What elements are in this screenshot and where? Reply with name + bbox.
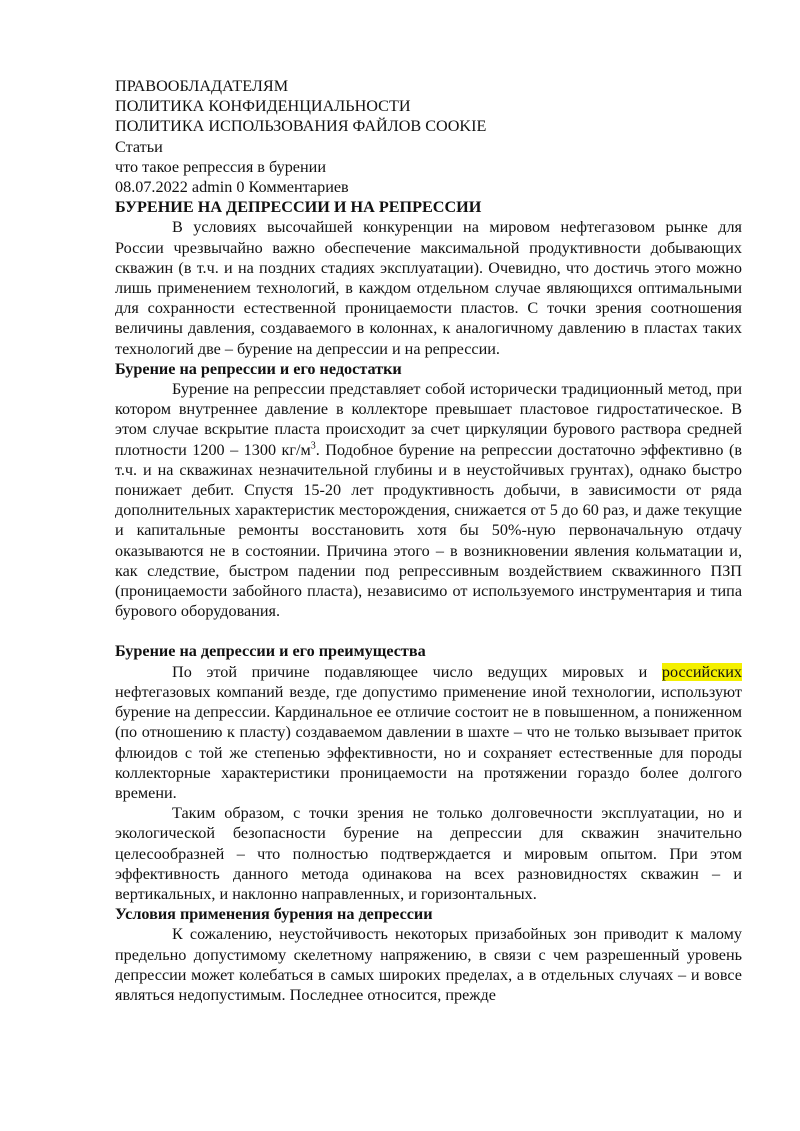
depression-paragraph-1 — [115, 662, 742, 803]
section-heading-depression: Бурение на депрессии и его преимущества — [115, 642, 426, 661]
nav-link-copyright-holders[interactable]: ПРАВООБЛАДАТЕЛЯМ — [115, 77, 289, 95]
depression-text-a: По этой причине подавляющее число ведущих мировых и — [172, 662, 662, 681]
repression-text-b: . Подобное бурение на репрессии достаточно эффективно (в т.ч. и на скважинах незначительной глубины и в неустойчивых грунтах), однако быстро понижает дебит. Спустя 15-20 лет продуктивность добычи, в зависимости от ряда дополнительных характеристик месторождения, снижается от 5 до 60 раз, и даже текущие и капитальные ремонты восстановить хотя бы 50%-ную первоначальную отдачу оказываются не в состоянии. Причина этого – в возникновении явления кольматации и, как следствие, быстром падении под репрессивным воздействием скважинного ПЗП (проницаемости забойного пласта), независимо от используемого инструментария и типа бурового оборудования. — [115, 440, 742, 621]
document-page — [115, 76, 742, 1005]
depression-text-b: нефтегазовых компаний везде, где допустимо применение иной технологии, используют бурение на депрессии. Кардинальное ее отличие состоит не в повышенном, а пониженном (по отношению к пласту) создаваемом давлении в шахте – что не только вызывает приток флюидов с той же степенью эффективности, но и сохраняет естественные для породы коллекторные характеристики проницаемости на протяжении гораздо более долгого времени. — [115, 682, 742, 802]
page-title: БУРЕНИЕ НА ДЕПРЕССИИ И НА РЕПРЕССИИ — [115, 198, 482, 217]
nav-link-cookie-policy[interactable]: ПОЛИТИКА ИСПОЛЬЗОВАНИЯ ФАЙЛОВ COOKIE — [115, 117, 487, 136]
post-query-title: что такое репрессия в бурении — [115, 157, 326, 176]
nav-link-privacy-policy[interactable]: ПОЛИТИКА КОНФИДЕНЦИАЛЬНОСТИ — [115, 97, 411, 116]
intro-paragraph: В условиях высочайшей конкуренции на мировом нефтегазовом рынке для России чрезвычайно важно обеспечение максимальной продуктивности добывающих скважин (в т.ч. и на поздних стадиях эксплуатации). Очевидно, что достичь этого можно лишь применением технологий, в каждом отдельном случае являющихся оптимальными для сохранности естественной проницаемости пластов. С точки зрения соотношения величины давления, создаваемого в колоннах, к аналогичному давлению в пластах таких технологий две – бурение на депрессии и на репрессии. — [115, 218, 742, 358]
post-meta: 08.07.2022 admin 0 Комментариев — [115, 178, 349, 197]
unit-superscript: 3 — [310, 440, 316, 452]
spacer — [115, 621, 742, 641]
section-heading-repression: Бурение на репрессии и его недостатки — [115, 359, 402, 378]
breadcrumb-articles[interactable]: Статьи — [115, 137, 163, 156]
section-heading-conditions: Условия применения бурения на депрессии — [115, 905, 433, 924]
repression-text-a: Бурение на репрессии представляет собой исторически традиционный метод, при котором внутреннее давление в коллекторе превышает пластовое гидростатическое. В этом случае вскрытие пласта происходит за счет циркуляции бурового раствора средней плотности 1200 – 1300 кг/м — [115, 380, 742, 459]
repression-paragraph — [115, 379, 742, 621]
highlighted-word: российских — [661, 662, 742, 681]
conditions-paragraph: К сожалению, неустойчивость некоторых призабойных зон приводит к малому предельно допустимому скелетному напряжению, в связи с чем разрешенный уровень депрессии может колебаться в самых широких пределах, а в отдельных случаях – и вовсе являться недопустимым. Последнее относится, прежде — [115, 925, 742, 1004]
depression-paragraph-2: Таким образом, с точки зрения не только долговечности эксплуатации, но и экологической безопасности бурение на депрессии для скважин значительно целесообразней – что полностью подтверждается и мировым опытом. При этом эффективность данного метода одинакова на всех разновидностях скважин – и вертикальных, и наклонно направленных, и горизонтальных. — [115, 804, 742, 903]
